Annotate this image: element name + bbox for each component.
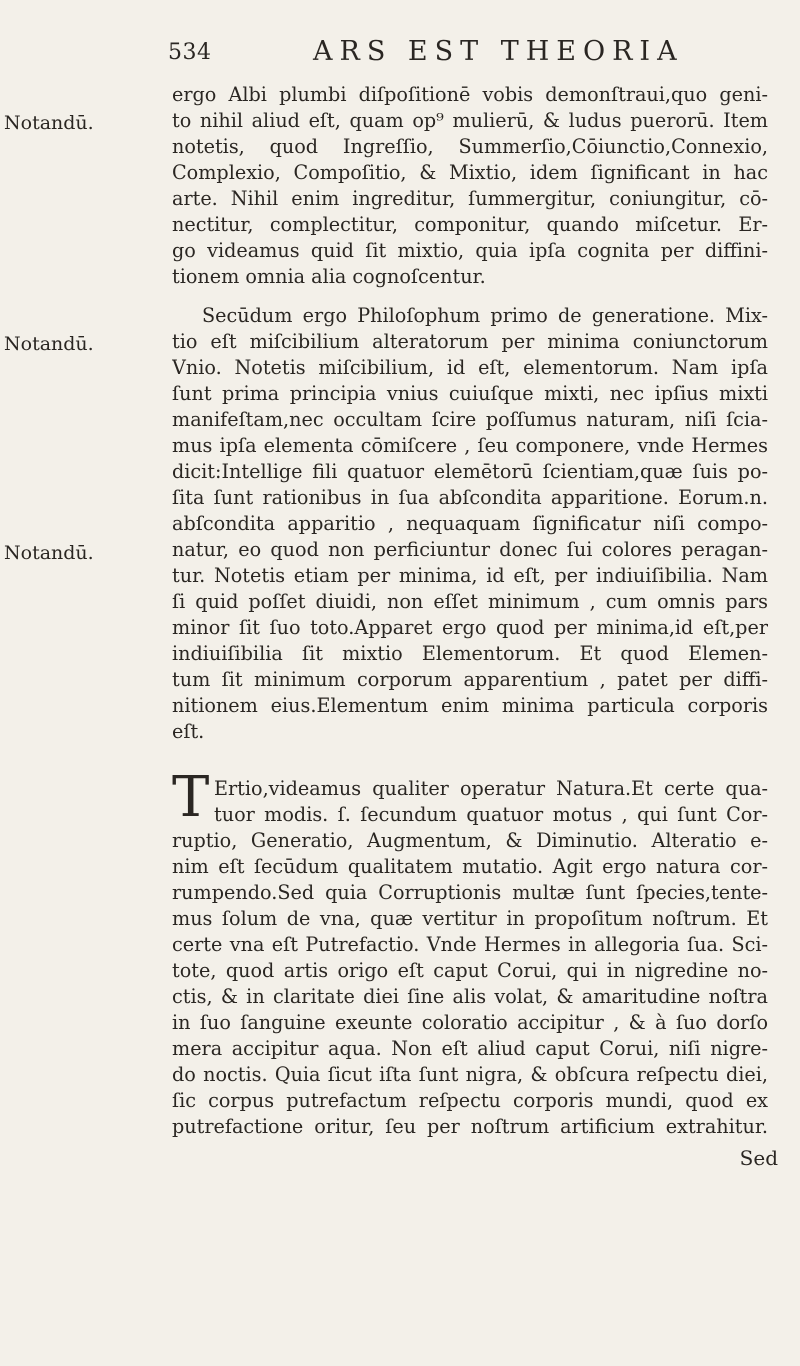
text-line: Secūdum ergo Philoſophum primo de generatione. Mix-	[202, 304, 768, 327]
text-line: certe vna eſt Putrefactio. Vnde Hermes in allegoria ſua. Sci-	[172, 933, 768, 956]
text-line: to nihil aliud eſt, quam op⁹ mulierū, & ludus puerorū. Item	[172, 109, 768, 132]
text-line: tur. Notetis etiam per minima, id eſt, per indiuiſibilia. Nam	[172, 564, 768, 587]
text-line: natur, eo quod non perficiuntur donec ſui colores peragan-	[172, 538, 768, 561]
text-line: ctis, & in claritate diei ſine alis volat, & amaritudine noſtra	[172, 985, 768, 1008]
drop-cap: T	[172, 765, 210, 830]
margin-note: Notandū.	[4, 542, 94, 564]
text-line: tionem omnia alia cognoſcentur.	[172, 265, 486, 288]
catchword: Sed	[739, 1146, 778, 1170]
text-line: rumpendo.Sed quia Corruptionis multæ ſunt ſpecies,tente-	[172, 881, 768, 904]
text-line: ſi quid poſſet diuidi, non eſſet minimum , cum omnis pars	[172, 590, 768, 613]
text-line: ſunt prima principia vnius cuiuſque mixti, nec ipſius mixti	[172, 382, 768, 405]
text-line: do noctis. Quia ſicut iſta ſunt nigra, & obſcura reſpectu diei,	[172, 1063, 768, 1086]
margin-note: Notandū.	[4, 112, 94, 134]
text-line: Vnio. Notetis miſcibilium, id eſt, elementorum. Nam ipſa	[172, 356, 768, 379]
margin-note: Notandū.	[4, 333, 94, 355]
page-header	[168, 36, 768, 70]
text-line: arte. Nihil enim ingreditur, ſummergitur, coniungitur, cō-	[172, 187, 768, 210]
text-line: tuor modis. ſ. ſecundum quatuor motus , qui ſunt Cor-	[214, 803, 768, 826]
running-head: ARS EST THEORIA	[313, 36, 684, 67]
text-line: ſic corpus putrefactum reſpectu corporis mundi, quod ex	[172, 1089, 768, 1112]
text-line: nitionem eius.Elementum enim minima particula corporis	[172, 694, 768, 717]
text-line: ſita ſunt rationibus in ſua abſcondita apparitione. Eorum.n.	[172, 486, 768, 509]
text-line: abſcondita apparitio , nequaquam ſignificatur niſi compo-	[172, 512, 768, 535]
text-line: minor ſit ſuo toto.Apparet ergo quod per minima,id eſt,per	[172, 616, 768, 639]
text-line: Ertio,videamus qualiter operatur Natura.Et certe qua-	[214, 777, 768, 800]
text-line: nim eſt ſecūdum qualitatem mutatio. Agit ergo natura cor-	[172, 855, 768, 878]
text-line: in ſuo ſanguine exeunte coloratio accipitur , & à ſuo dorſo	[172, 1011, 768, 1034]
text-line: mus ipſa elementa cōmiſcere , ſeu componere, vnde Hermes	[172, 434, 768, 457]
text-line: go videamus quid ſit mixtio, quia ipſa cognita per diffini-	[172, 239, 768, 262]
text-line: Complexio, Compoſitio, & Mixtio, idem ſignificant in hac	[172, 161, 768, 184]
text-line: ergo Albi plumbi diſpoſitionē vobis demonſtraui,quo geni-	[172, 83, 768, 106]
text-line: ruptio, Generatio, Augmentum, & Diminutio. Alteratio e-	[172, 829, 768, 852]
page-number: 534	[168, 40, 212, 65]
text-line: putrefactione oritur, ſeu per noſtrum artificium extrahitur.	[172, 1115, 768, 1138]
text-line: mera accipitur aqua. Non eſt aliud caput Corui, niſi nigre-	[172, 1037, 768, 1060]
text-line: tio eſt miſcibilium alteratorum per minima coniunctorum	[172, 330, 768, 353]
text-line: dicit:Intellige fili quatuor elemētorū ſcientiam,quæ ſuis po-	[172, 460, 768, 483]
text-line: tum ſit minimum corporum apparentium , patet per diffi-	[172, 668, 768, 691]
text-line: tote, quod artis origo eſt caput Corui, qui in nigredine no-	[172, 959, 768, 982]
text-line: indiuiſibilia ſit mixtio Elementorum. Et quod Elemen-	[172, 642, 768, 665]
text-line: eſt.	[172, 720, 205, 743]
text-line: nectitur, complectitur, componitur, quando miſcetur. Er-	[172, 213, 768, 236]
text-line: mus ſolum de vna, quæ vertitur in propoſitum noſtrum. Et	[172, 907, 768, 930]
text-line: notetis, quod Ingreſſio, Summerſio,Cōiunctio,Connexio,	[172, 135, 768, 158]
text-line: manifeſtam,nec occultam ſcire poſſumus naturam, niſi ſcia-	[172, 408, 768, 431]
